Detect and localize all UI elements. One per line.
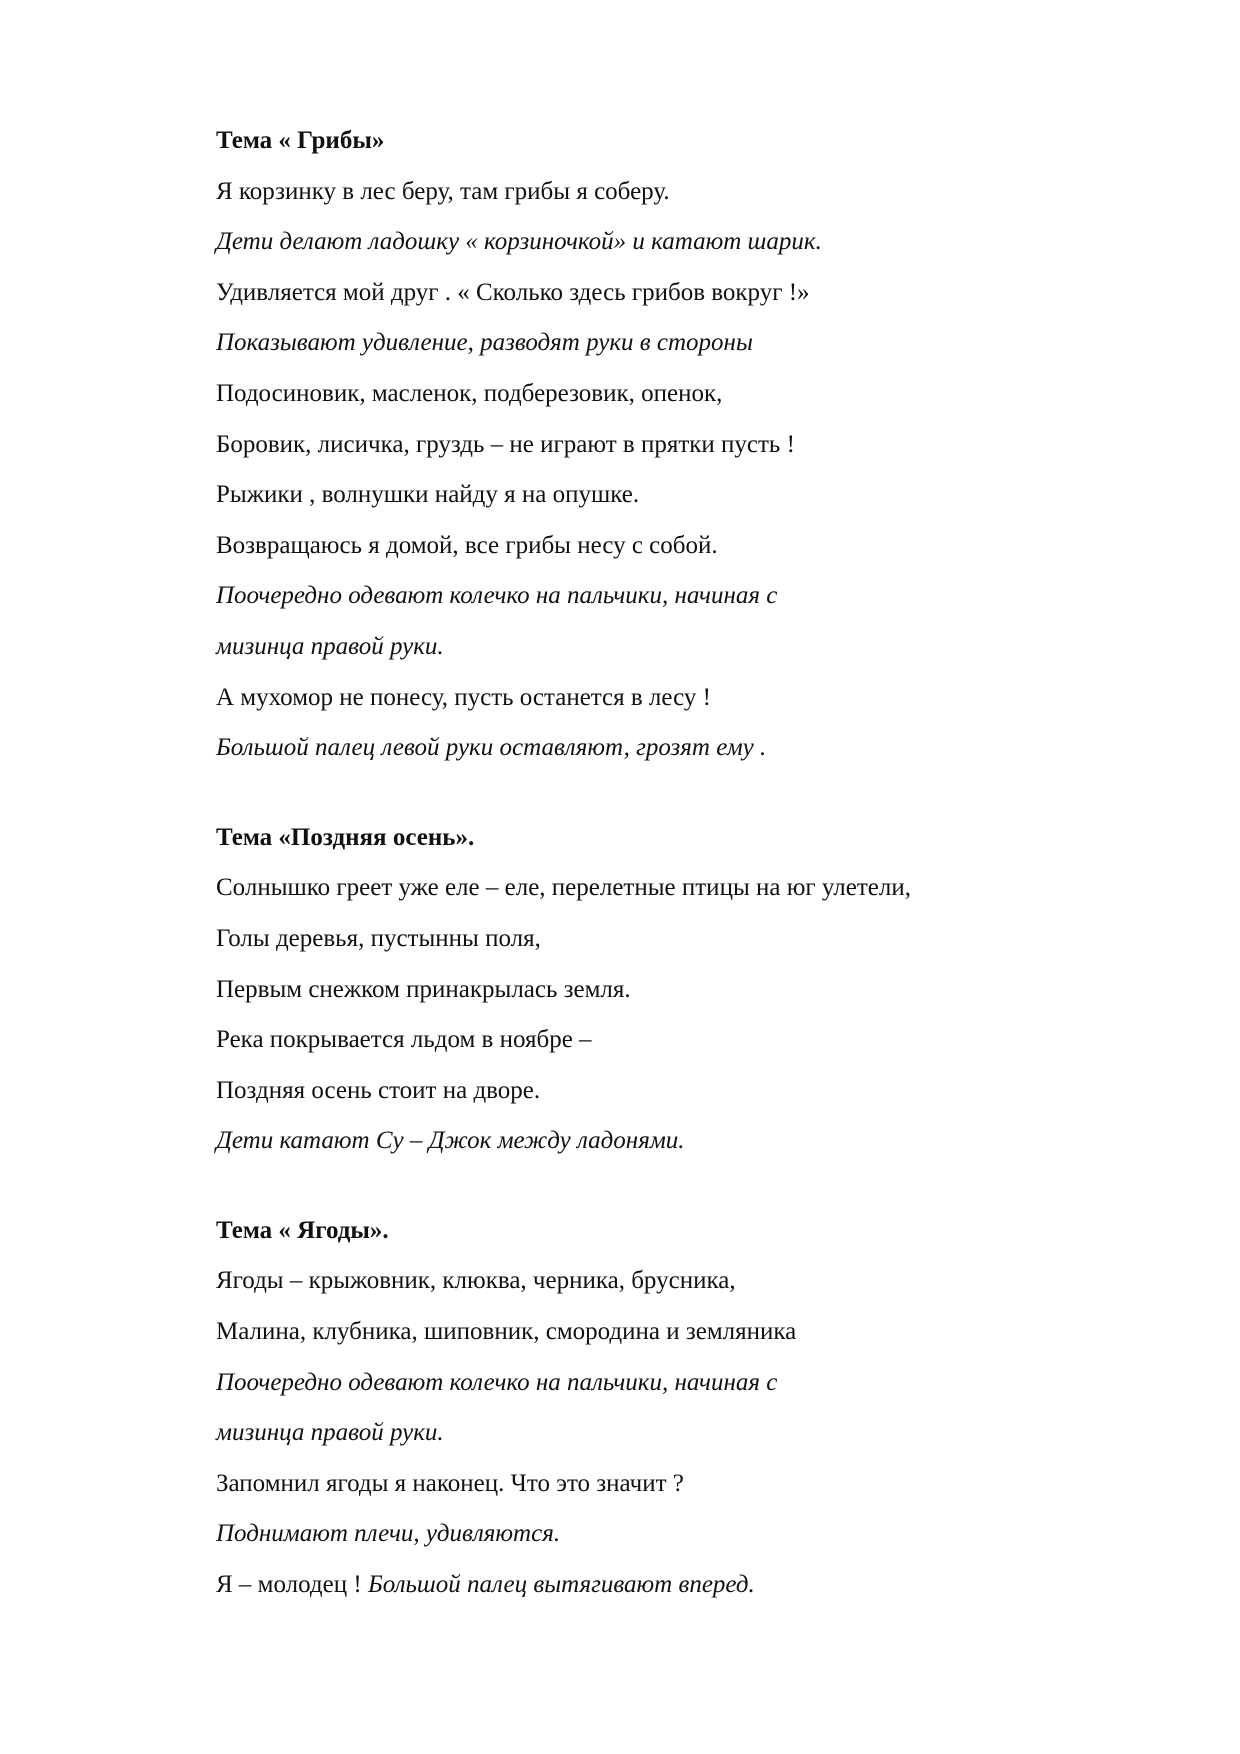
verse-line: Боровик, лисичка, груздь – не играют в прятки пусть ! <box>216 430 795 458</box>
document-content <box>216 116 1176 1650</box>
section-title: Тема «Поздняя осень». <box>216 823 475 851</box>
action-line: Большой палец левой руки оставляют, грозят ему . <box>216 734 767 762</box>
verse-line: Подосиновик, масленок, подберезовик, опенок, <box>216 379 723 407</box>
verse-line: Первым снежком принакрылась земля. <box>216 975 631 1003</box>
action-line: Дети делают ладошку « корзиночкой» и катают шарик. <box>216 228 822 256</box>
action-line: Дети катают Су – Джок между ладонями. <box>216 1127 685 1155</box>
verse-line: А мухомор не понесу, пусть останется в лесу ! <box>216 683 711 711</box>
final-action: Большой палец вытягивают вперед. <box>367 1571 755 1599</box>
final-line <box>216 1560 1176 1611</box>
verse-line: Удивляется мой друг . « Сколько здесь грибов вокруг !» <box>216 278 810 306</box>
section-title: Тема « Ягоды». <box>216 1216 389 1244</box>
action-line: Поднимают плечи, удивляются. <box>216 1520 561 1548</box>
action-line: Поочередно одевают колечко на пальчики, начиная с <box>216 582 778 610</box>
action-line: Показывают удивление, разводят руки в стороны <box>216 329 753 357</box>
section-late-autumn <box>216 813 1176 1167</box>
action-line: мизинца правой руки. <box>216 632 444 660</box>
verse-line: Рыжики , волнушки найду я на опушке. <box>216 481 640 509</box>
section-title: Тема « Грибы» <box>216 127 385 154</box>
verse-line: Малина, клубника, шиповник, смородина и земляника <box>216 1318 797 1346</box>
action-line: мизинца правой руки. <box>216 1419 444 1447</box>
verse-line: Поздняя осень стоит на дворе. <box>216 1076 541 1104</box>
action-line: Поочередно одевают колечко на пальчики, начиная с <box>216 1368 778 1396</box>
verse-line: Запомнил ягоды я наконец. Что это значит ? <box>216 1469 684 1497</box>
verse-line: Река покрывается льдом в ноябре – <box>216 1026 592 1054</box>
verse-line: Ягоды – крыжовник, клюква, черника, брусника, <box>216 1267 736 1295</box>
verse-line: Солнышко греет уже еле – еле, перелетные птицы на юг улетели, <box>216 874 911 902</box>
section-berries <box>216 1206 1176 1611</box>
verse-line: Я корзинку в лес беру, там грибы я соберу. <box>216 177 670 205</box>
final-verse: Я – молодец ! <box>216 1571 368 1599</box>
section-mushrooms <box>216 116 1176 774</box>
verse-line: Возвращаюсь я домой, все грибы несу с собой. <box>216 531 718 559</box>
verse-line: Голы деревья, пустынны поля, <box>216 924 541 952</box>
